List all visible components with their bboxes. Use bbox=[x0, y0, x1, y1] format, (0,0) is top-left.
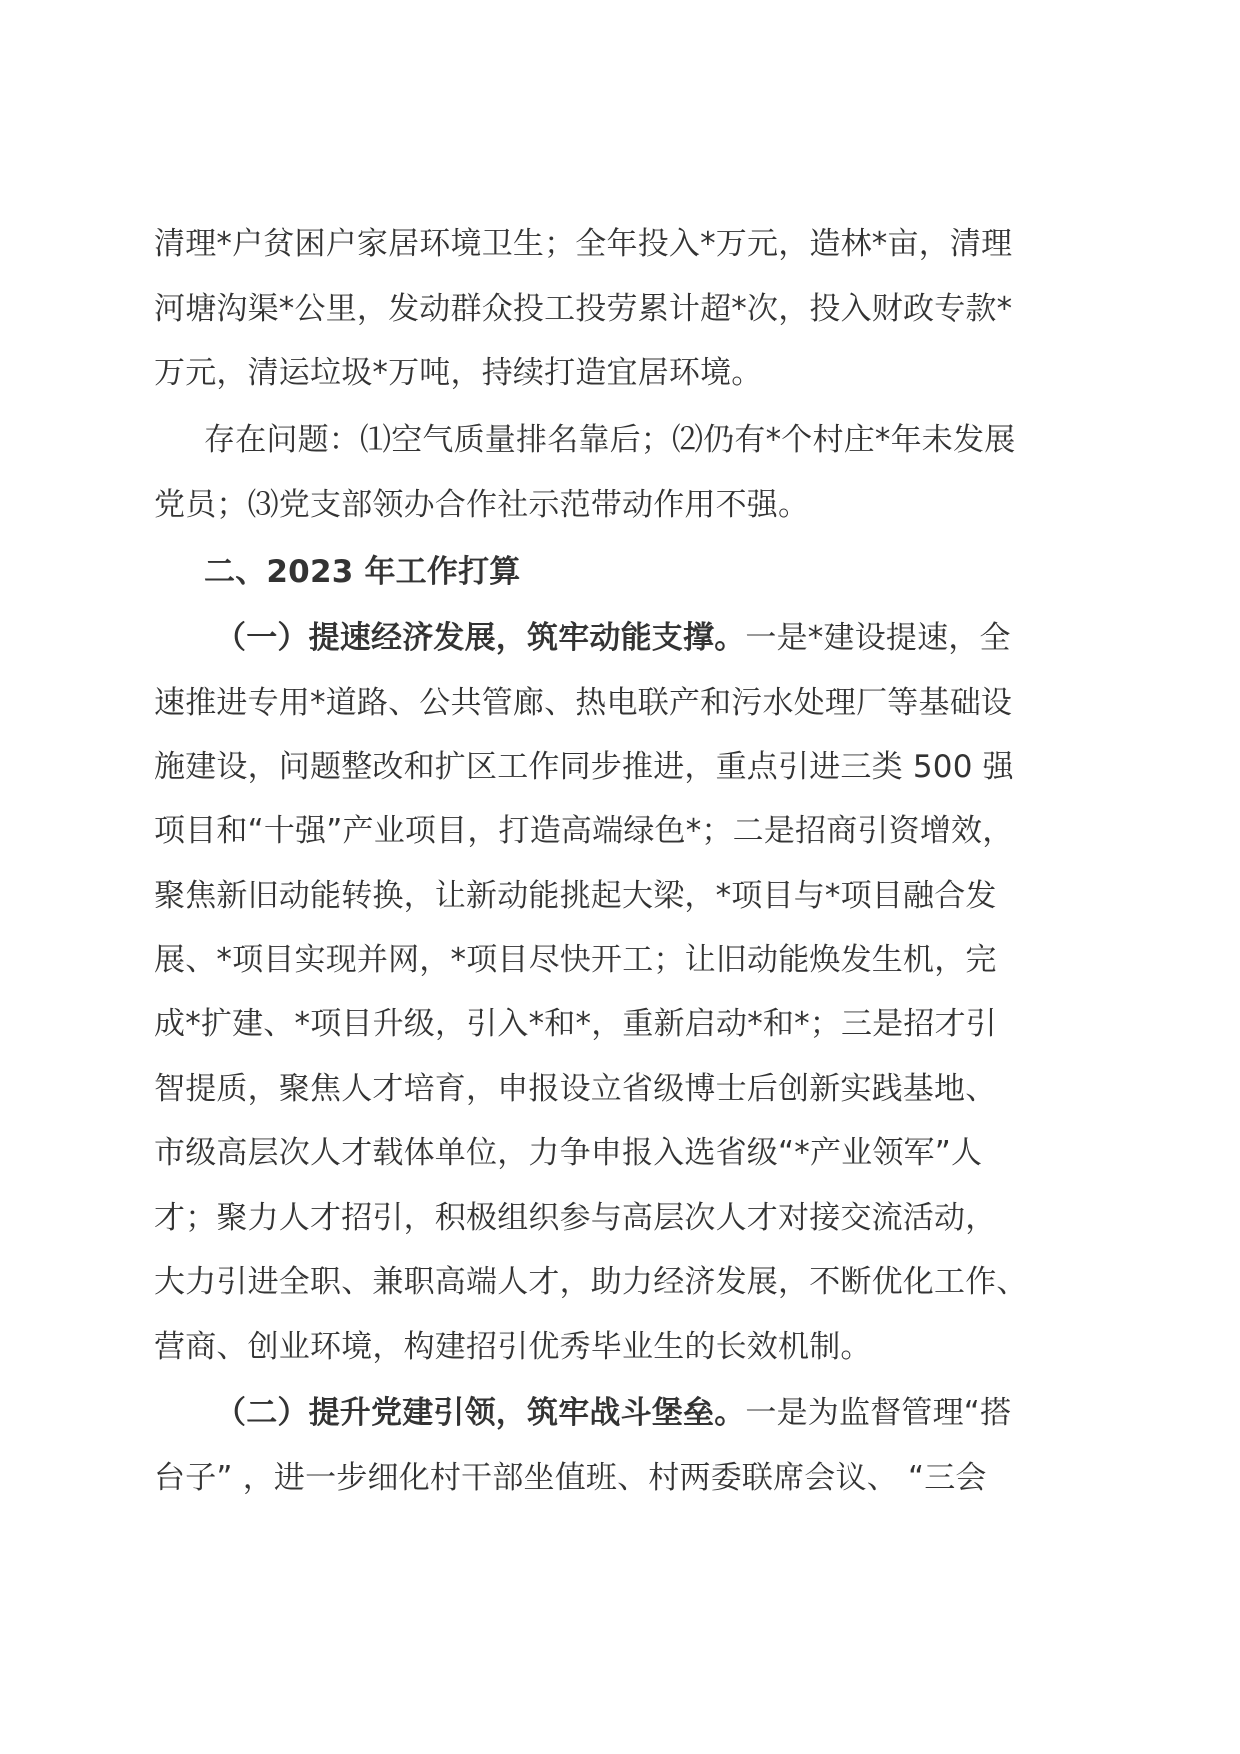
section-heading: 二、2023 年工作打算 bbox=[204, 554, 521, 590]
body-text-line: 市级高层次人才载体单位，力争申报入选省级“*产业领军”人 bbox=[154, 1135, 983, 1171]
issues-text-line: 存在问题：⑴空气质量排名靠后；⑵仍有*个村庄*年未发展 bbox=[204, 422, 1016, 458]
subsection-title: （一）提速经济发展，筑牢动能支撑。 bbox=[215, 620, 746, 656]
subsection-text: 一是为监督管理“搭 bbox=[745, 1395, 1012, 1431]
body-text-line: 速推进专用*道路、公共管廊、热电联产和污水处理厂等基础设 bbox=[154, 685, 1013, 721]
body-text-line: 大力引进全职、兼职高端人才，助力经济发展，不断优化工作、 bbox=[154, 1264, 1028, 1300]
body-text-line: 才；聚力人才招引，积极组织参与高层次人才对接交流活动， bbox=[154, 1200, 997, 1236]
issues-text-line: 党员；⑶党支部领办合作社示范带动作用不强。 bbox=[154, 487, 810, 523]
body-text-line: 项目和“十强”产业项目，打造高端绿色*；二是招商引资增效， bbox=[154, 813, 1014, 849]
body-text-line: 营商、创业环境，构建招引优秀毕业生的长效机制。 bbox=[154, 1329, 872, 1365]
subsection-first-line bbox=[215, 1393, 1011, 1433]
body-text-line: 智提质，聚焦人才培育，申报设立省级博士后创新实践基地、 bbox=[154, 1071, 997, 1107]
body-text-line: 聚焦新旧动能转换，让新动能挑起大梁，*项目与*项目融合发 bbox=[154, 878, 997, 914]
body-text-line: 展、*项目实现并网，*项目尽快开工；让旧动能焕发生机，完 bbox=[154, 942, 997, 978]
subsection-text: 一是*建设提速，全 bbox=[745, 620, 1011, 656]
body-text-line: 台子” ，进一步细化村干部坐值班、村两委联席会议、 “三会 bbox=[154, 1460, 987, 1496]
body-text-line: 成*扩建、*项目升级，引入*和*，重新启动*和*；三是招才引 bbox=[154, 1006, 997, 1042]
body-text-line: 万元，清运垃圾*万吨，持续打造宜居环境。 bbox=[154, 355, 763, 391]
subsection-first-line bbox=[215, 618, 1011, 658]
subsection-title: （二）提升党建引领，筑牢战斗堡垒。 bbox=[215, 1395, 746, 1431]
body-text-line: 河塘沟渠*公里，发动群众投工投劳累计超*次，投入财政专款* bbox=[154, 291, 1013, 327]
body-text-line: 施建设，问题整改和扩区工作同步推进，重点引进三类 500 强 bbox=[154, 749, 1014, 785]
body-text-line: 清理*户贫困户家居环境卫生；全年投入*万元，造林*亩，清理 bbox=[154, 226, 1013, 262]
